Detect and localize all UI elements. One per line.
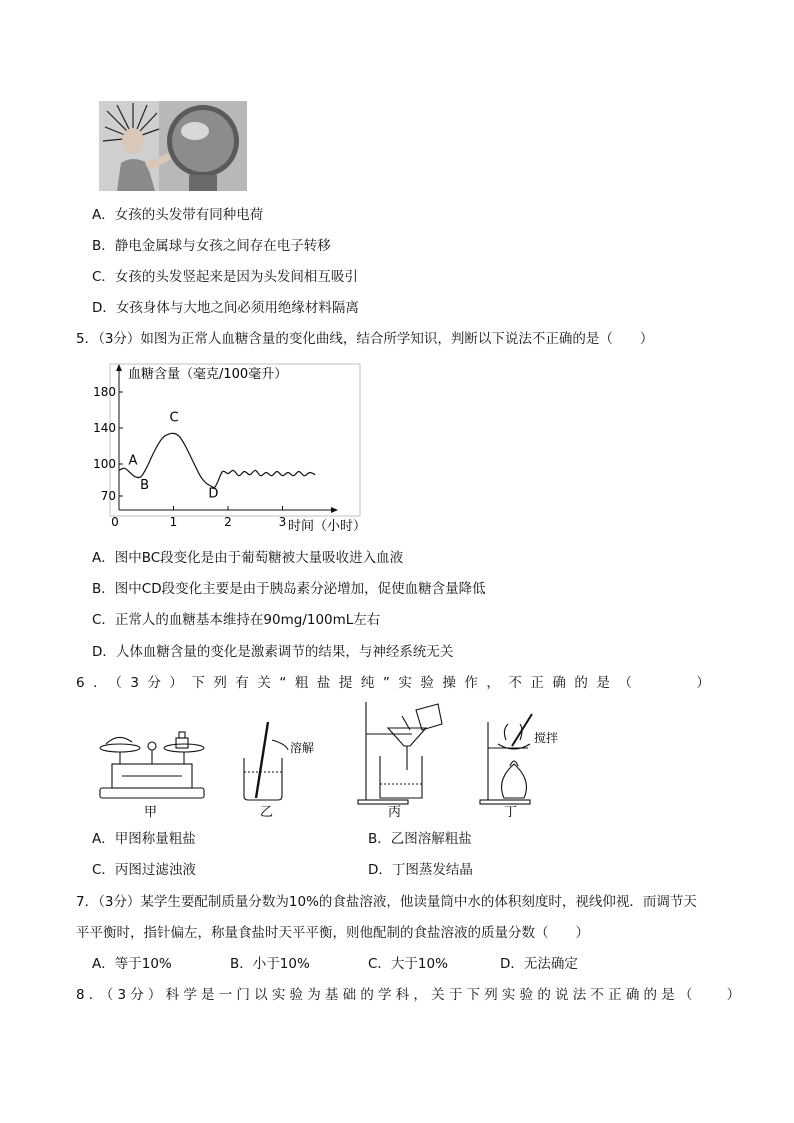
point-label-a: A: [128, 453, 138, 469]
filtration-figure: [358, 702, 442, 804]
evaporation-figure: [480, 714, 532, 804]
q4-option-b: B．静电金属球与女孩之间存在电子转移: [92, 238, 331, 254]
y-tick-label: 100: [93, 457, 116, 471]
q4-option-a: A．女孩的头发带有同种电荷: [92, 207, 264, 223]
y-axis-label: 血糖含量（毫克/100毫升）: [128, 367, 288, 382]
y-tick-label: 140: [93, 421, 116, 435]
q8-stem: [76, 986, 740, 1004]
q7-option-b: B．小于10%: [230, 956, 310, 972]
q5-option-a: A．图中BC段变化是由于葡萄糖被大量吸收进入血液: [92, 550, 404, 566]
x-axis-label: 时间（小时）: [288, 519, 367, 534]
q8-stem-suffix: ）: [726, 987, 741, 1003]
annotation-dissolve: 溶解: [290, 741, 315, 755]
q4-option-d: D．女孩身体与大地之间必须用绝缘材料隔离: [92, 300, 359, 316]
static-electricity-photo: [99, 101, 247, 191]
q5-option-b: B．图中CD段变化主要是由于胰岛素分泌增加，促使血糖含量降低: [92, 581, 486, 597]
x-tick-label: 0: [111, 515, 119, 529]
q8-stem-prefix: 8．（3分）科学是一门以实验为基础的学科，关于下列实验的说法不正确的是（: [76, 987, 697, 1003]
q6-figures: [92, 700, 572, 824]
point-label-b: B: [140, 477, 149, 493]
q5-option-d: D．人体血糖含量的变化是激素调节的结果，与神经系统无关: [92, 644, 454, 660]
q6-stem-suffix: ）: [696, 675, 710, 691]
q6-stem: [76, 674, 710, 692]
q4-option-c: C．女孩的头发竖起来是因为头发间相互吸引: [92, 269, 358, 285]
x-tick-label: 1: [169, 515, 178, 529]
q5-stem: 5．（3分）如图为正常人血糖含量的变化曲线，结合所学知识，判断以下说法不正确的是（ ）: [76, 331, 654, 347]
point-label-d: D: [208, 486, 219, 502]
q6-option-a: A．甲图称量粗盐: [92, 831, 196, 847]
point-label-c: C: [169, 410, 179, 426]
x-tick-label: 2: [224, 515, 232, 529]
label-ding: 丁: [504, 805, 518, 820]
q6-option-d: D．丁图蒸发结晶: [368, 862, 473, 878]
annotation-stir: 搅拌: [534, 731, 559, 745]
stir-arrow-icon: [272, 740, 288, 750]
x-axis-arrow: [331, 507, 338, 513]
q5-option-c: C．正常人的血糖基本维持在90mg/100mL左右: [92, 612, 381, 628]
balance-figure: [100, 732, 204, 798]
q7-stem-line1: 7．（3分）某学生要配制质量分数为10%的食盐溶液，他读量筒中水的体积刻度时，视线仰视．而调节天: [76, 894, 697, 910]
y-axis-arrow: [116, 364, 122, 371]
x-tick-label: 3: [278, 515, 287, 529]
q7-stem-line2: 平平衡时，指针偏左，称量食盐时天平平衡，则他配制的食盐溶液的质量分数（ ）: [76, 925, 589, 941]
y-tick-label: 70: [100, 489, 116, 503]
chart-frame: [110, 364, 360, 516]
q7-option-a: A．等于10%: [92, 956, 172, 972]
q6-stem-prefix: 6．（3分）下列有关“粗盐提纯”实验操作，不正确的是（: [76, 675, 641, 691]
beaker-figure: [244, 722, 282, 800]
q6-option-b: B．乙图溶解粗盐: [368, 831, 472, 847]
q7-option-c: C．大于10%: [368, 956, 448, 972]
label-yi: 乙: [260, 805, 274, 820]
q7-option-d: D．无法确定: [500, 956, 578, 972]
label-bing: 丙: [388, 805, 402, 820]
label-jia: 甲: [144, 805, 158, 820]
y-tick-label: 180: [93, 385, 116, 399]
q6-option-c: C．丙图过滤浊液: [92, 862, 196, 878]
blood-sugar-chart: [92, 360, 382, 536]
